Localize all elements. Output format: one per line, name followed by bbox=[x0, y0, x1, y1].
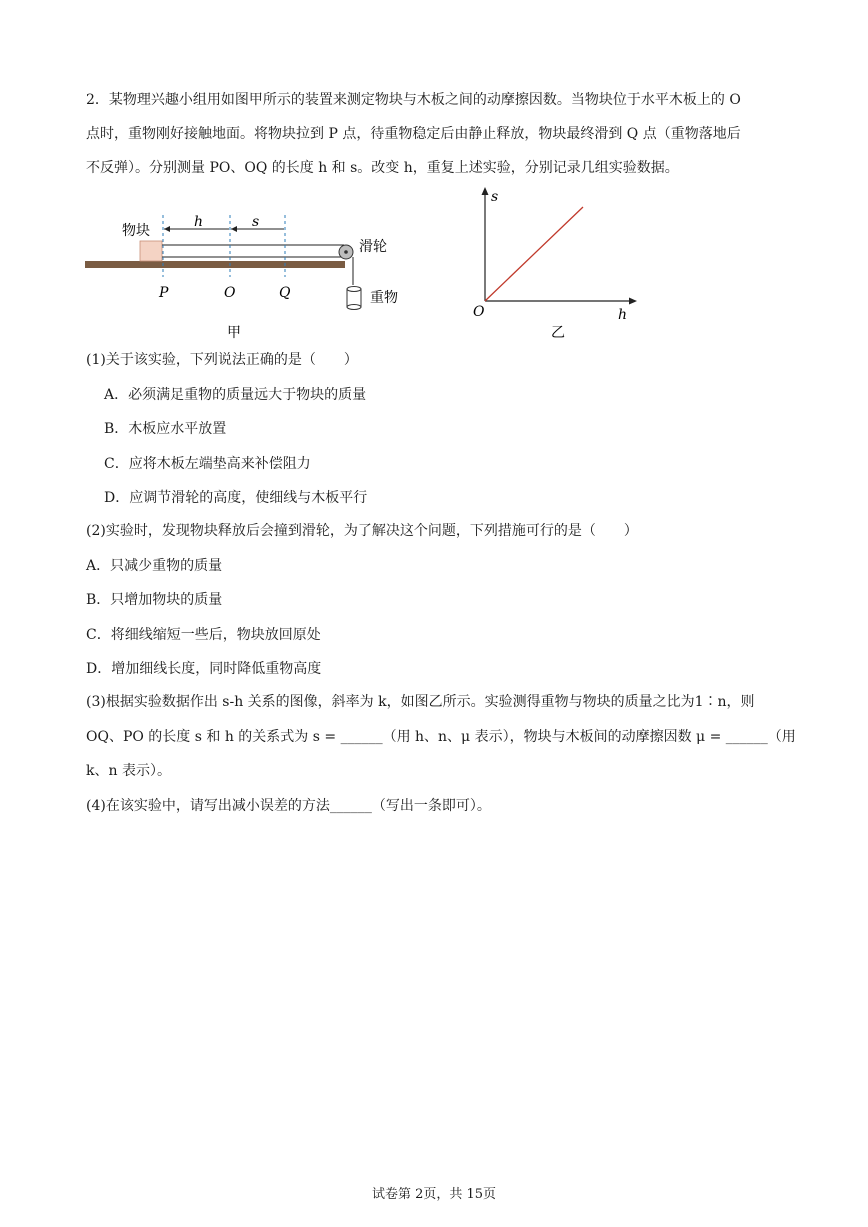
part4-stem: (4)在该实验中，请写出减小误差的方法______（写出一条即可）。 bbox=[86, 798, 491, 814]
block bbox=[140, 241, 162, 261]
figure-b-caption: 乙 bbox=[551, 325, 565, 341]
y-axis-label: s bbox=[491, 189, 499, 205]
point-q-label: Q bbox=[279, 285, 291, 301]
weight-label: 重物 bbox=[370, 290, 398, 306]
s-h-line bbox=[485, 207, 583, 301]
pulley-label: 滑轮 bbox=[359, 239, 387, 255]
point-o-label: O bbox=[224, 285, 236, 301]
question-intro-line-3: 不反弹）。分别测量 PO、OQ 的长度 h 和 s。改变 h，重复上述实验，分别记录几组实验数据。 bbox=[86, 160, 679, 176]
page-footer: 试卷第 2页，共 15页 bbox=[371, 1187, 497, 1202]
part1-option-d: D．应调节滑轮的高度，使细线与木板平行 bbox=[104, 490, 368, 506]
weight-icon bbox=[347, 287, 361, 310]
part3-line-1: (3)根据实验数据作出 s-h 关系的图像，斜率为 k，如图乙所示。实验测得重物与物块的质量之比为1∶n，则 bbox=[86, 694, 755, 710]
part2-stem: (2)实验时，发现物块释放后会撞到滑轮，为了解决这个问题，下列措施可行的是（ ） bbox=[86, 523, 638, 539]
part2-option-b: B．只增加物块的质量 bbox=[86, 592, 223, 608]
part1-stem: (1)关于该实验，下列说法正确的是（ ） bbox=[86, 352, 358, 368]
part2-option-a: A．只减少重物的质量 bbox=[86, 558, 223, 574]
part2-option-c: C．将细线缩短一些后，物块放回原处 bbox=[86, 627, 321, 643]
figure-a-caption: 甲 bbox=[227, 325, 241, 341]
wooden-board bbox=[85, 261, 345, 268]
part2-option-d: D．增加细线长度，同时降低重物高度 bbox=[86, 661, 322, 677]
question-intro-line-1: 2．某物理兴趣小组用如图甲所示的装置来测定物块与木板之间的动摩擦因数。当物块位于水平木板上的 O bbox=[86, 92, 741, 108]
part3-line-3: k、n 表示）。 bbox=[86, 763, 171, 779]
figure-a-apparatus bbox=[80, 205, 410, 345]
figure-b-graph bbox=[465, 185, 655, 345]
s-label: s bbox=[252, 214, 260, 230]
part3-line-2: OQ、PO 的长度 s 和 h 的关系式为 s = ______（用 h、n、μ 表示），物块与木板间的动摩擦因数 μ = ______（用 bbox=[86, 729, 796, 745]
part1-option-b: B．木板应水平放置 bbox=[104, 421, 227, 437]
origin-label: O bbox=[473, 304, 485, 320]
block-label: 物块 bbox=[122, 223, 150, 239]
question-intro-line-2: 点时，重物刚好接触地面。将物块拉到 P 点，待重物稳定后由静止释放，物块最终滑到 Q 点（重物落地后 bbox=[86, 126, 741, 142]
x-axis-label: h bbox=[618, 307, 628, 323]
h-label: h bbox=[194, 214, 204, 230]
point-p-label: P bbox=[159, 285, 169, 301]
part1-option-c: C．应将木板左端垫高来补偿阻力 bbox=[104, 456, 311, 472]
part1-option-a: A．必须满足重物的质量远大于物块的质量 bbox=[104, 387, 367, 403]
